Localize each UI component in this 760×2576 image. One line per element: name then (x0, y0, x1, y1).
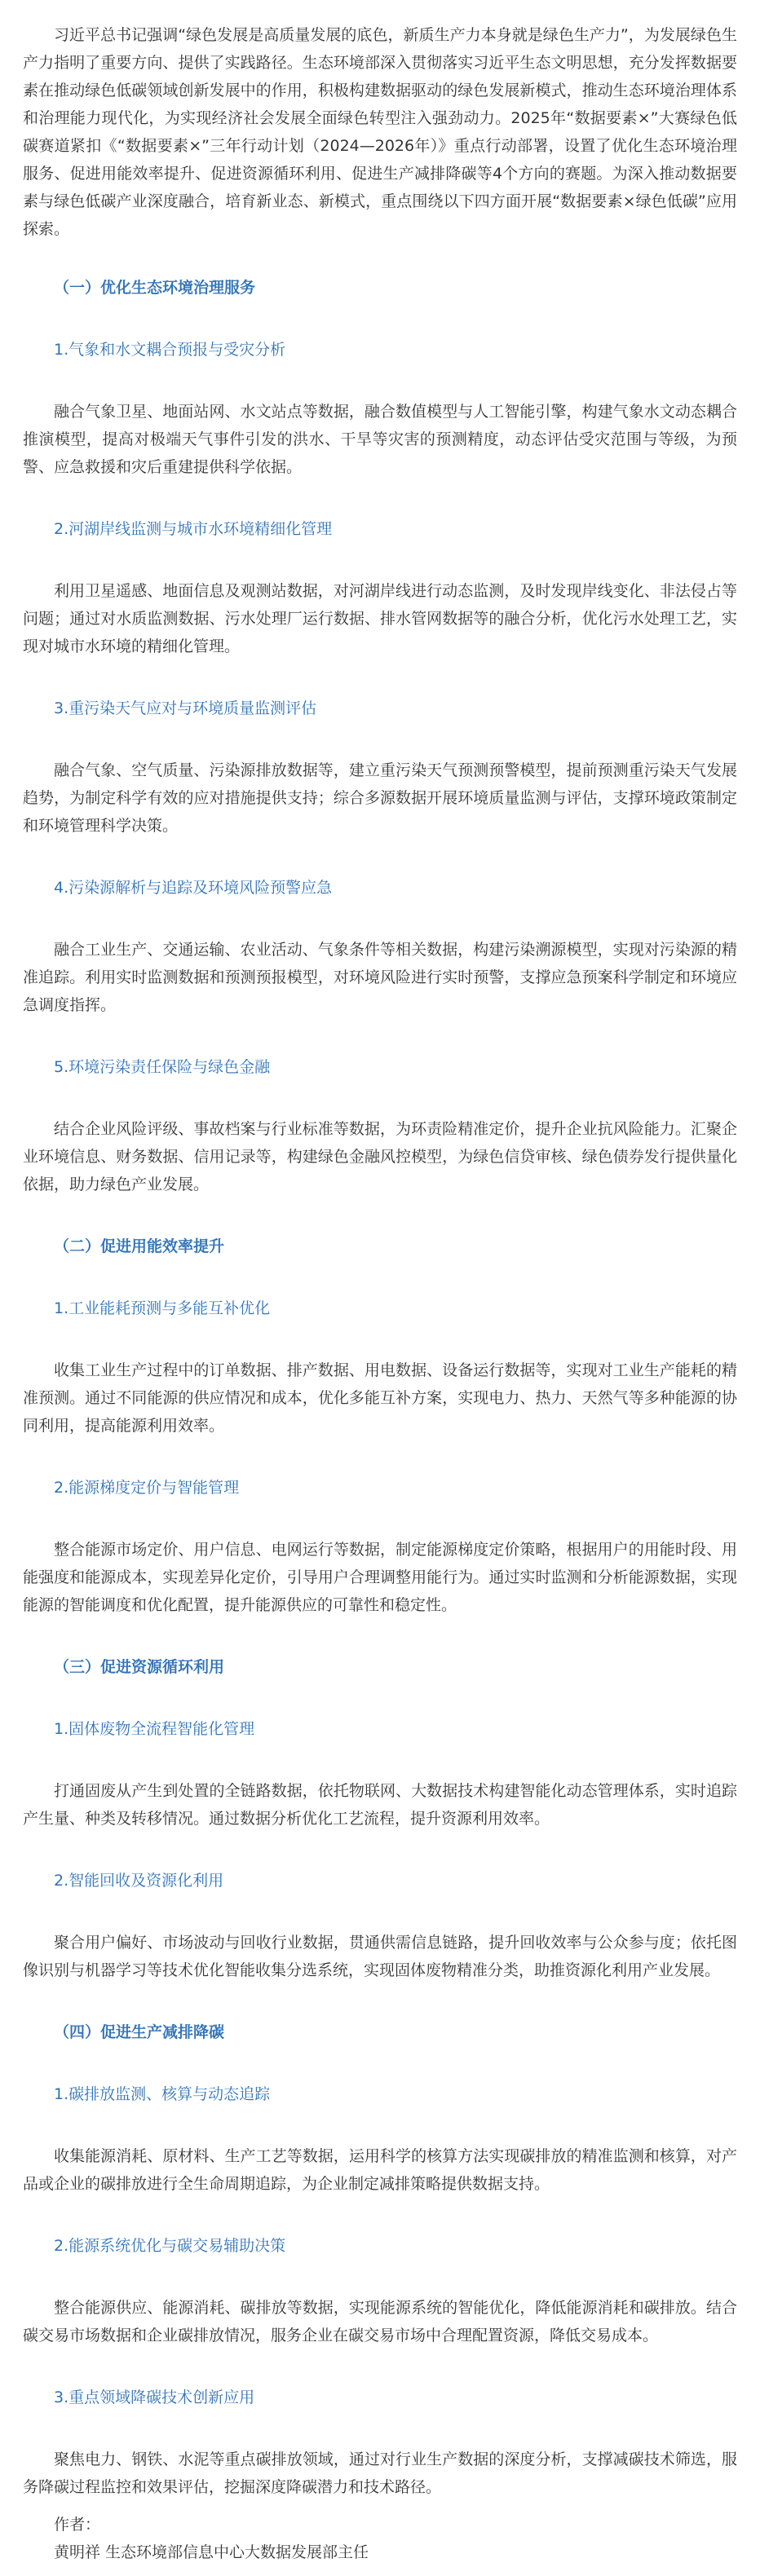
subsection-title: 3.重点领域降碳技术创新应用 (54, 2389, 255, 2406)
section-heading: （四）促进生产减排降碳 (54, 2023, 225, 2041)
subsection-title: 2.河湖岸线监测与城市水环境精细化管理 (54, 520, 333, 538)
subsection-body: 融合气象卫星、地面站网、水文站点等数据，融合数值模型与人工智能引擎，构建气象水文动态耦合推演模型，提高对极端天气事件引发的洪水、干旱等灾害的预测精度，动态评估受灾范围与等级，为预警、应急救援和灾后重建提供科学依据。 (23, 403, 737, 476)
subsection-body: 打通固废从产生到处置的全链路数据，依托物联网、大数据技术构建智能化动态管理体系，实时追踪产生量、种类及转移情况。通过数据分析优化工艺流程，提升资源利用效率。 (23, 1782, 737, 1828)
intro-paragraph: 习近平总书记强调“绿色发展是高质量发展的底色，新质生产力本身就是绿色生产力”，为发展绿色生产力指明了重要方向、提供了实践路径。生态环境部深入贯彻落实习近平生态文明思想，充分发挥数据要素在推动绿色低碳领域创新发展中的作用，积极构建数据驱动的绿色发展新模式，推动生态环境治理体系和治理能力现代化，为实现经济社会发展全面绿色转型注入强劲动力。2025年“数据要素×”大赛绿色低碳赛道紧扣《“数据要素×”三年行动计划（2024—2026年）》重点行动部署，设置了优化生态环境治理服务、促进用能效率提升、促进资源循环利用、促进生产减排降碳等4个方向的赛题。为深入推动数据要素与绿色低碳产业深度融合，培育新业态、新模式，重点围绕以下四方面开展“数据要素×绿色低碳”应用探索。 (23, 26, 737, 238)
subsection-body: 整合能源供应、能源消耗、碳排放等数据，实现能源系统的智能优化，降低能源消耗和碳排放。结合碳交易市场数据和企业碳排放情况，服务企业在碳交易市场中合理配置资源，降低交易成本。 (23, 2299, 737, 2344)
subsection-body: 收集工业生产过程中的订单数据、排产数据、用电数据、设备运行数据等，实现对工业生产能耗的精准预测。通过不同能源的供应情况和成本，优化多能互补方案，实现电力、热力、天然气等多种能源的协同利用，提高能源利用效率。 (23, 1361, 737, 1435)
subsection-body: 结合企业风险评级、事故档案与行业标准等数据，为环责险精准定价，提升企业抗风险能力。汇聚企业环境信息、财务数据、信用记录等，构建绿色金融风控模型，为绿色信贷审核、绿色债券发行提供量化依据，助力绿色产业发展。 (23, 1120, 737, 1193)
subsection-title: 2.智能回收及资源化利用 (54, 1872, 224, 1890)
subsection-title: 1.碳排放监测、核算与动态追踪 (54, 2085, 271, 2103)
subsection-title: 2.能源系统优化与碳交易辅助决策 (54, 2237, 286, 2255)
subsection-title: 4.污染源解析与追踪及环境风险预警应急 (54, 879, 333, 897)
subsection-title: 1.气象和水文耦合预报与受灾分析 (54, 341, 286, 359)
subsection-body: 整合能源市场定价、用户信息、电网运行等数据，制定能源梯度定价策略，根据用户的用能时段、用能强度和能源成本，实现差异化定价，引导用户合理调整用能行为。通过实时监测和分析能源数据，实现能源的智能调度和优化配置，提升能源供应的可靠性和稳定性。 (23, 1541, 737, 1614)
subsection-title: 1.固体废物全流程智能化管理 (54, 1720, 255, 1738)
subsection-body: 融合工业生产、交通运输、农业活动、气象条件等相关数据，构建污染溯源模型，实现对污染源的精准追踪。利用实时监测数据和预测预报模型，对环境风险进行实时预警，支撑应急预案科学制定和环境应急调度指挥。 (23, 941, 737, 1014)
subsection-body: 利用卫星遥感、地面信息及观测站数据，对河湖岸线进行动态监测，及时发现岸线变化、非法侵占等问题；通过对水质监测数据、污水处理厂运行数据、排水管网数据等的融合分析，优化污水处理工艺，实现对城市水环境的精细化管理。 (23, 582, 737, 655)
subsection-body: 融合气象、空气质量、污染源排放数据等，建立重污染天气预测预警模型，提前预测重污染天气发展趋势，为制定科学有效的应对措施提供支持；综合多源数据开展环境质量监测与评估，支撑环境政策制定和环境管理科学决策。 (23, 761, 737, 835)
section-heading: （三）促进资源循环利用 (54, 1658, 225, 1676)
subsection-body: 收集能源消耗、原材料、生产工艺等数据，运用科学的核算方法实现碳排放的精准监测和核算，对产品或企业的碳排放进行全生命周期追踪，为企业制定减排策略提供数据支持。 (23, 2147, 737, 2193)
subsection-title: 2.能源梯度定价与智能管理 (54, 1479, 240, 1497)
subsection-body: 聚焦电力、钢铁、水泥等重点碳排放领域，通过对行业生产数据的深度分析，支撑减碳技术筛选，服务降碳过程监控和效果评估，挖掘深度降碳潜力和技术路径。 (23, 2450, 737, 2496)
section-heading: （一）优化生态环境治理服务 (54, 279, 256, 297)
subsection-title: 5.环境污染责任保险与绿色金融 (54, 1058, 271, 1076)
subsection-body: 聚合用户偏好、市场波动与回收行业数据，贯通供需信息链路，提升回收效率与公众参与度；依托图像识别与机器学习等技术优化智能收集分选系统，实现固体废物精准分类，助推资源化利用产业发展。 (23, 1934, 737, 1979)
author-name: 黄明祥 生态环境部信息中心大数据发展部主任 (54, 2543, 369, 2561)
author-label: 作者： (54, 2516, 101, 2534)
section-heading: （二）促进用能效率提升 (54, 1237, 225, 1255)
subsection-title: 1.工业能耗预测与多能互补优化 (54, 1299, 271, 1317)
subsection-title: 3.重污染天气应对与环境质量监测评估 (54, 699, 317, 717)
